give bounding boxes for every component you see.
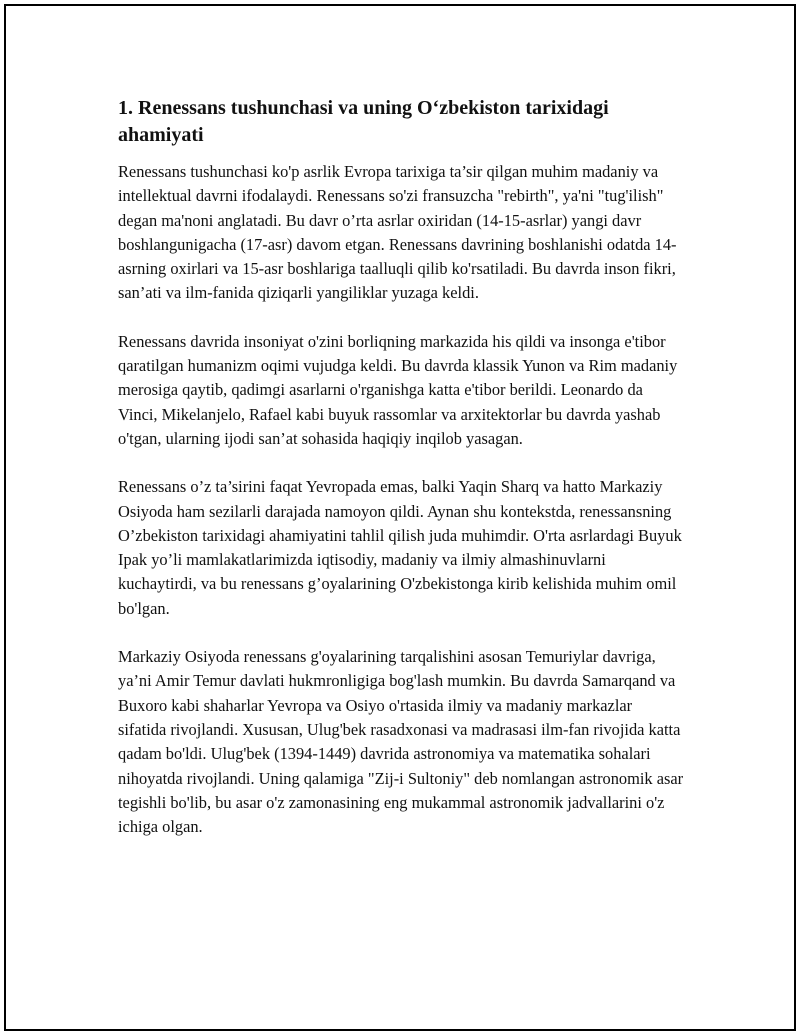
- paragraph-humanism: Renessans davrida insoniyat o'zini borliqning markazida his qildi va insonga e'tibor qaratilgan humanizm oqimi vujudga keldi. Bu davrda klassik Yunon va Rim madaniy merosiga qaytib, qadimgi asarlarni o'rganishga katta e'tibor berildi. Leonardo da Vinci, Mikelanjelo, Rafael kabi buyuk rassomlar va arxitektorlar bu davrda yashab o'tgan, ularning ijodi san’at sohasida haqiqiy inqilob yasagan.: [118, 331, 678, 448]
- paragraph-renaissance-definition: Renessans tushunchasi ko'p asrlik Evropa tarixiga ta’sir qilgan muhim madaniy va intellektual davrni ifodalaydi. Renessans so'zi fransuzcha "rebirth", ya'ni "tug'ilish" degan ma'noni anglatadi. Bu davr o’rta asrlar oxiridan (14-15-asrlar) yangi davr boshlangunigacha (17-asr) davom etgan. Renessans davrining boshlanishi odatda 14-asrning oxirlari va 15-asr boshlariga taalluqli qilib ko'rsatiladi. Bu davrda inson fikri, san’ati va ilm-fanida qiziqarli yangiliklar yuzaga keldi.: [118, 162, 677, 303]
- document-body: [118, 95, 684, 863]
- section-title: 1. Renessans tushunchasi va uning O‘zbekiston tarixidagi ahamiyati: [118, 97, 609, 146]
- paragraph-central-asia-influence: Renessans o’z ta’sirini faqat Yevropada emas, balki Yaqin Sharq va hatto Markaziy Osiyoda ham sezilarli darajada namoyon qildi. Aynan shu kontekstda, renessansning O’zbekiston tarixidagi ahamiyatini tahlil qilish juda muhimdir. O'rta asrlardagi Buyuk Ipak yo’li mamlakatlarimizda iqtisodiy, madaniy va ilmiy almashinuvlarni kuchaytirdi, va bu renessans g’oyalarining O'zbekistonga kirib kelishida muhim omil bo'lgan.: [118, 477, 682, 618]
- paragraph-timurid-era: Markaziy Osiyoda renessans g'oyalarining tarqalishini asosan Temuriylar davriga, ya’ni Amir Temur davlati hukmronligiga bog'lash mumkin. Bu davrda Samarqand va Buxoro kabi shaharlar Yevropa va Osiyo o'rtasida ilmiy va madaniy markazlar sifatida rivojlandi. Xususan, Ulug'bek rasadxonasi va madrasasi ilm-fan rivojida katta qadam bo'ldi. Ulug'bek (1394-1449) davrida astronomiya va matematika sohalari nihoyatda rivojlandi. Uning qalamiga "Zij-i Sultoniy" deb nomlangan astronomik asar tegishli bo'lib, bu asar o'z zamonasining eng mukammal astronomik jadvallarini o'z ichiga olgan.: [118, 647, 684, 837]
